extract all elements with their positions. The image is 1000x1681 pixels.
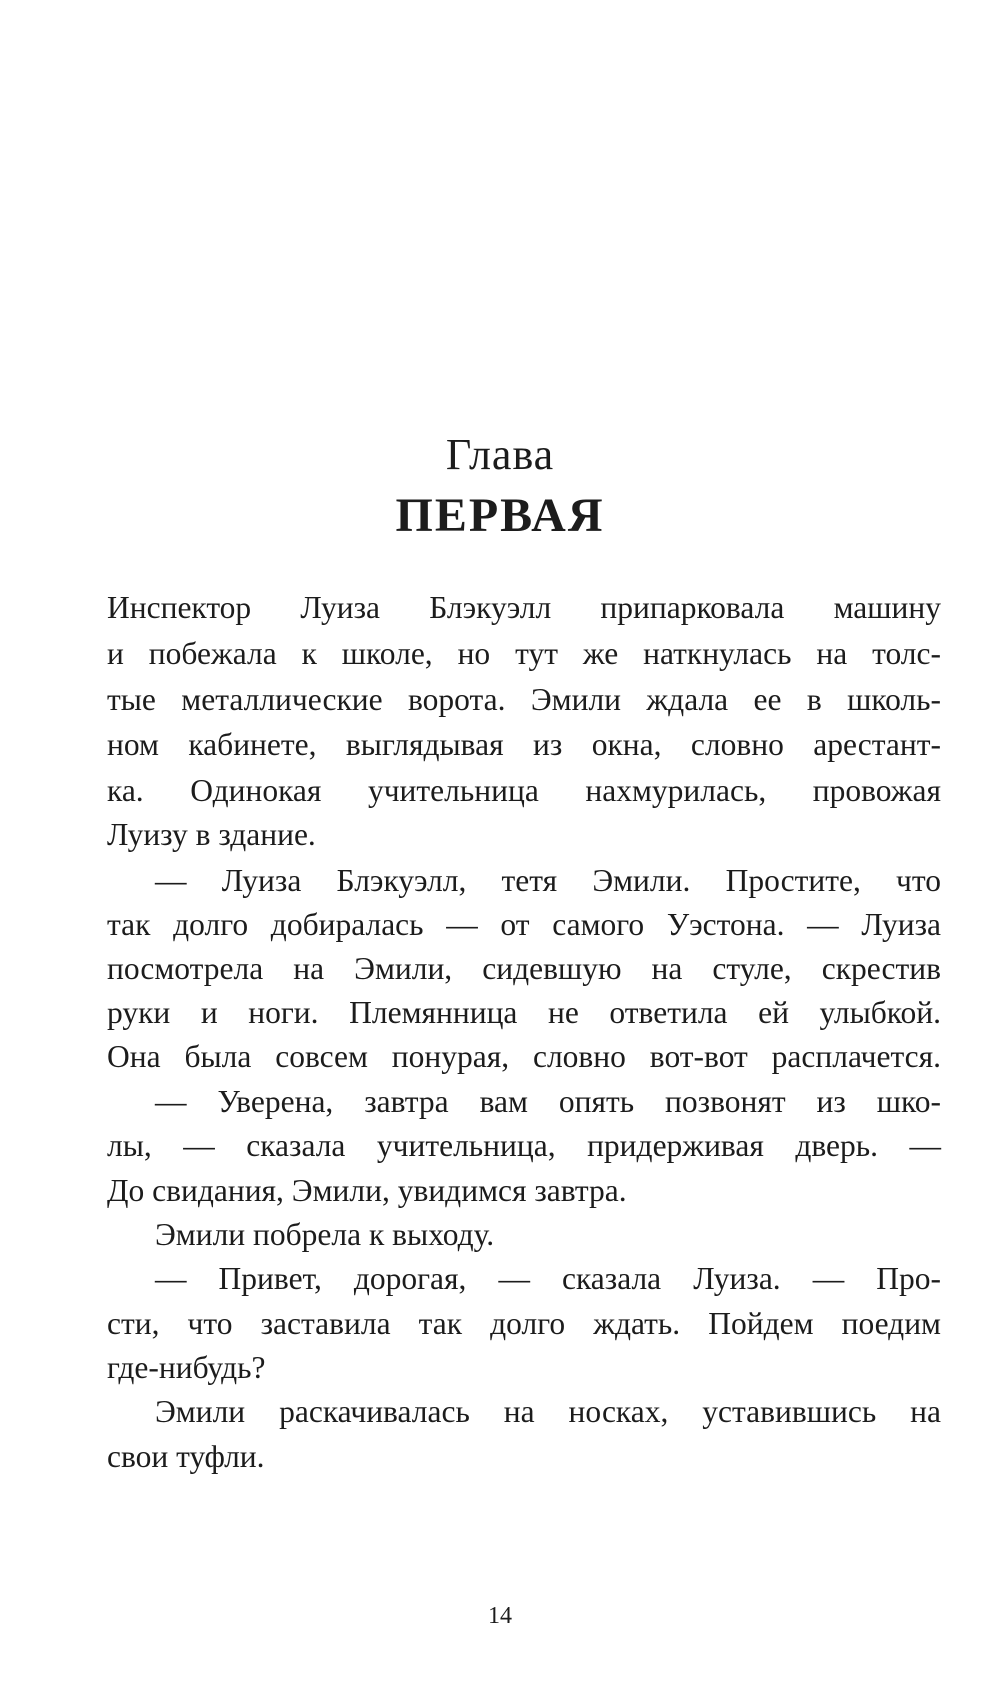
chapter-title: ПЕРВАЯ [395,489,605,542]
text-line: — Уверена, завтра вам опять позвонят из шко- [155,1084,941,1119]
text-line: и побежала к школе, но тут же наткнулась на толс- [107,636,941,671]
text-line: Луизу в здание. [107,817,316,852]
text-line: свои туфли. [107,1439,265,1474]
page-number: 14 [488,1603,512,1629]
text-line: так долго добиралась — от самого Уэстона. — Луиза [107,907,941,942]
text-line: Инспектор Луиза Блэкуэлл припарковала машину [107,590,941,625]
text-line: ном кабинете, выглядывая из окна, словно арестант- [107,727,941,762]
text-line: руки и ноги. Племянница не ответила ей улыбкой. [107,995,941,1030]
text-line: Эмили раскачивалась на носках, уставившись на [155,1394,941,1429]
text-line: — Привет, дорогая, — сказала Луиза. — Про- [155,1261,941,1296]
text-line: Эмили побрела к выходу. [155,1217,495,1252]
text-line: где-нибудь? [107,1350,266,1385]
text-line: ка. Одинокая учительница нахмурилась, провожая [107,773,941,808]
text-line: лы, — сказала учительница, придерживая дверь. — [107,1128,941,1163]
text-line: посмотрела на Эмили, сидевшую на стуле, скрестив [107,951,941,986]
text-line: — Луиза Блэкуэлл, тетя Эмили. Простите, что [155,863,941,898]
text-line: сти, что заставила так долго ждать. Пойдем поедим [107,1306,941,1341]
chapter-label: Глава [445,430,555,479]
text-line: Она была совсем понурая, словно вот-вот расплачется. [107,1039,941,1074]
text-line: тые металлические ворота. Эмили ждала ее в школь- [107,682,941,717]
text-line: До свидания, Эмили, увидимся завтра. [107,1173,627,1208]
